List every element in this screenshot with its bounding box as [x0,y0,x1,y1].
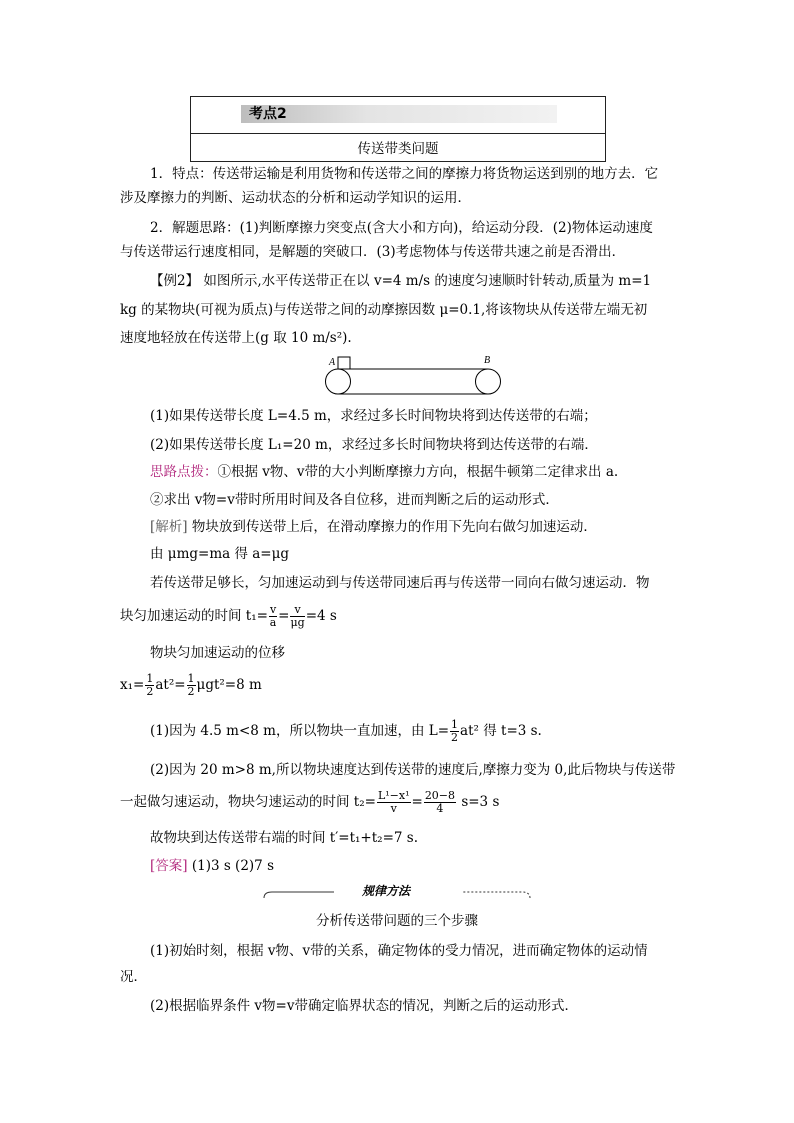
t2-expr-pre: 一起做匀速运动，物块匀速运动的时间 t₂= [120,794,376,810]
analysis-line6 [120,670,262,700]
hint-label: 思路点拨： [150,464,218,480]
t2-expr-post: s=3 s [457,794,500,810]
method-step2: (2)根据临界条件 v物=v带确定临界状态的情况，判断之后的运动形式． [150,998,578,1014]
analysis-line2: 由 μmg=ma 得 a=μg [150,546,290,562]
left-pulley [326,369,351,394]
hint-text1: ①根据 v物、v带的大小判断摩擦力方向，根据牛顿第二定律求出 a. [217,464,619,480]
example-text1: 如图所示,水平传送带正在以 v=4 m/s 的速度匀速顺时针转动,质量为 m=1 [199,273,652,289]
analysis-line9: 一起做匀速运动，物块匀速运动的时间 t₂= $\frac{\text{L¹−x¹}}{v}$ = $\frac{20-8}{4}$ s=3 s [120,789,500,815]
answer-text: (1)3 s (2)7 s [187,858,274,874]
topic-tag-bar [241,105,557,123]
para1-line2: 涉及摩擦力的判断、运动状态的分析和运动学知识的运用． [120,190,471,206]
frac-num: v [290,604,304,617]
analysis-line4: 块匀加速运动的时间 t₁= $\frac{v}{a}$ = $\frac{v}{\mu g}$ =4 s [120,603,337,629]
para1-line1: 1．特点：传送带运输是利用货物和传送带之间的摩擦力将货物运送到别的地方去．它 [150,166,659,182]
frac-den: v [390,802,397,815]
frac-den: 2 [451,731,459,744]
frac-num: 1 [451,718,459,731]
part1-pre: (1)因为 4.5 m<8 m，所以物块一直加速，由 L= [150,723,450,739]
analysis-label: [解析] [150,519,188,535]
answer-label: [答案] [150,858,188,874]
right-pulley [476,369,501,394]
fraction-12-over-4 [424,790,456,815]
fraction-v-a [269,604,277,629]
fraction-l-x-over-v [377,790,411,815]
example-line1 [150,271,651,291]
topic-band [191,97,605,134]
label-b: B [484,355,491,366]
method-banner [262,884,532,900]
analysis-text1: 物块放到传送带上后，在滑动摩擦力的作用下先向右做匀加速运动． [187,519,597,535]
frac-den: 4 [436,802,444,815]
fraction-v-mug [290,604,304,629]
frac-num: 20−8 [424,789,456,802]
topic-title: 传送带类问题 [357,141,439,157]
analysis-line10: 故物块到达传送带右端的时间 t′=t₁+t₂=7 s. [150,830,418,846]
question2: (2)如果传送带长度 L₁=20 m，求经过多长时间物块将到达传送带的右端． [150,437,598,453]
frac-num: 1 [187,672,195,685]
block [338,357,350,369]
method-step1-line1: (1)初始时刻，根据 v物、v带的关系，确定物体的受力情况，进而确定物体的运动情 [150,943,648,959]
conveyor-belt-diagram [320,352,520,400]
para2-line1: 2．解题思路：(1)判断摩擦力突变点(含大小和方向)，给运动分段．(2)物体运动速度 [150,220,653,236]
topic-header [190,96,606,162]
hint-line2: ②求出 v物=v带时所用时间及各自位移，进而判断之后的运动形式． [150,492,559,508]
para2-line2: 与传送带运行速度相同，是解题的突破口．(3)考虑物体与传送带共速之前是否滑出． [120,244,626,260]
frac-num: 1 [146,672,154,685]
fraction-half [145,673,154,698]
part1-post: at² 得 t=3 s. [460,723,542,739]
frac-den: μg [290,616,305,629]
analysis-line3: 若传送带足够长，匀加速运动到与传送带同速后再与传送带一同向右做匀速运动．物 [150,575,650,591]
t1-expr-post: =4 s [305,608,337,624]
frac-den: a [269,616,277,629]
hint-line1 [150,462,618,482]
example-line2: kg 的某物块(可视为质点)与传送带之间的动摩擦因数 μ=0.1,将该物块从传送带左端无初 [120,302,648,318]
method-banner-label: 规律方法 [362,884,411,898]
analysis-line5: 物块匀加速运动的位移 [150,645,285,661]
frac-den: 2 [146,685,154,698]
answer-line [150,856,274,876]
method-step1-line2: 况． [120,969,147,985]
fraction-half [450,719,459,744]
t1-expr-pre: 块匀加速运动的时间 t₁= [120,608,268,624]
question1: (1)如果传送带长度 L=4.5 m，求经过多长时间物块将到达传送带的右端； [150,408,597,424]
x1-expr-post: μgt²=8 m [196,677,262,693]
analysis-line8: (2)因为 20 m>8 m,所以物块速度达到传送带的速度后,摩擦力变为 0,此后物块与传送带 [150,762,676,778]
method-title: 分析传送带问题的三个步骤 [316,913,478,929]
analysis-line1 [150,517,597,537]
frac-den: 2 [187,685,195,698]
frac-num: v [269,603,277,616]
x1-expr-mid: at²= [155,677,186,693]
topic-tag: 考点2 [249,106,287,122]
label-a: A [329,357,336,368]
frac-num: L¹−x¹ [377,789,410,802]
example-line3: 速度地轻放在传送带上(g 取 10 m/s²). [120,330,352,346]
example-label: 【例2】 [150,273,200,289]
fraction-half [187,673,196,698]
analysis-line7 [150,716,542,746]
x1-expr-pre: x₁= [120,677,145,693]
